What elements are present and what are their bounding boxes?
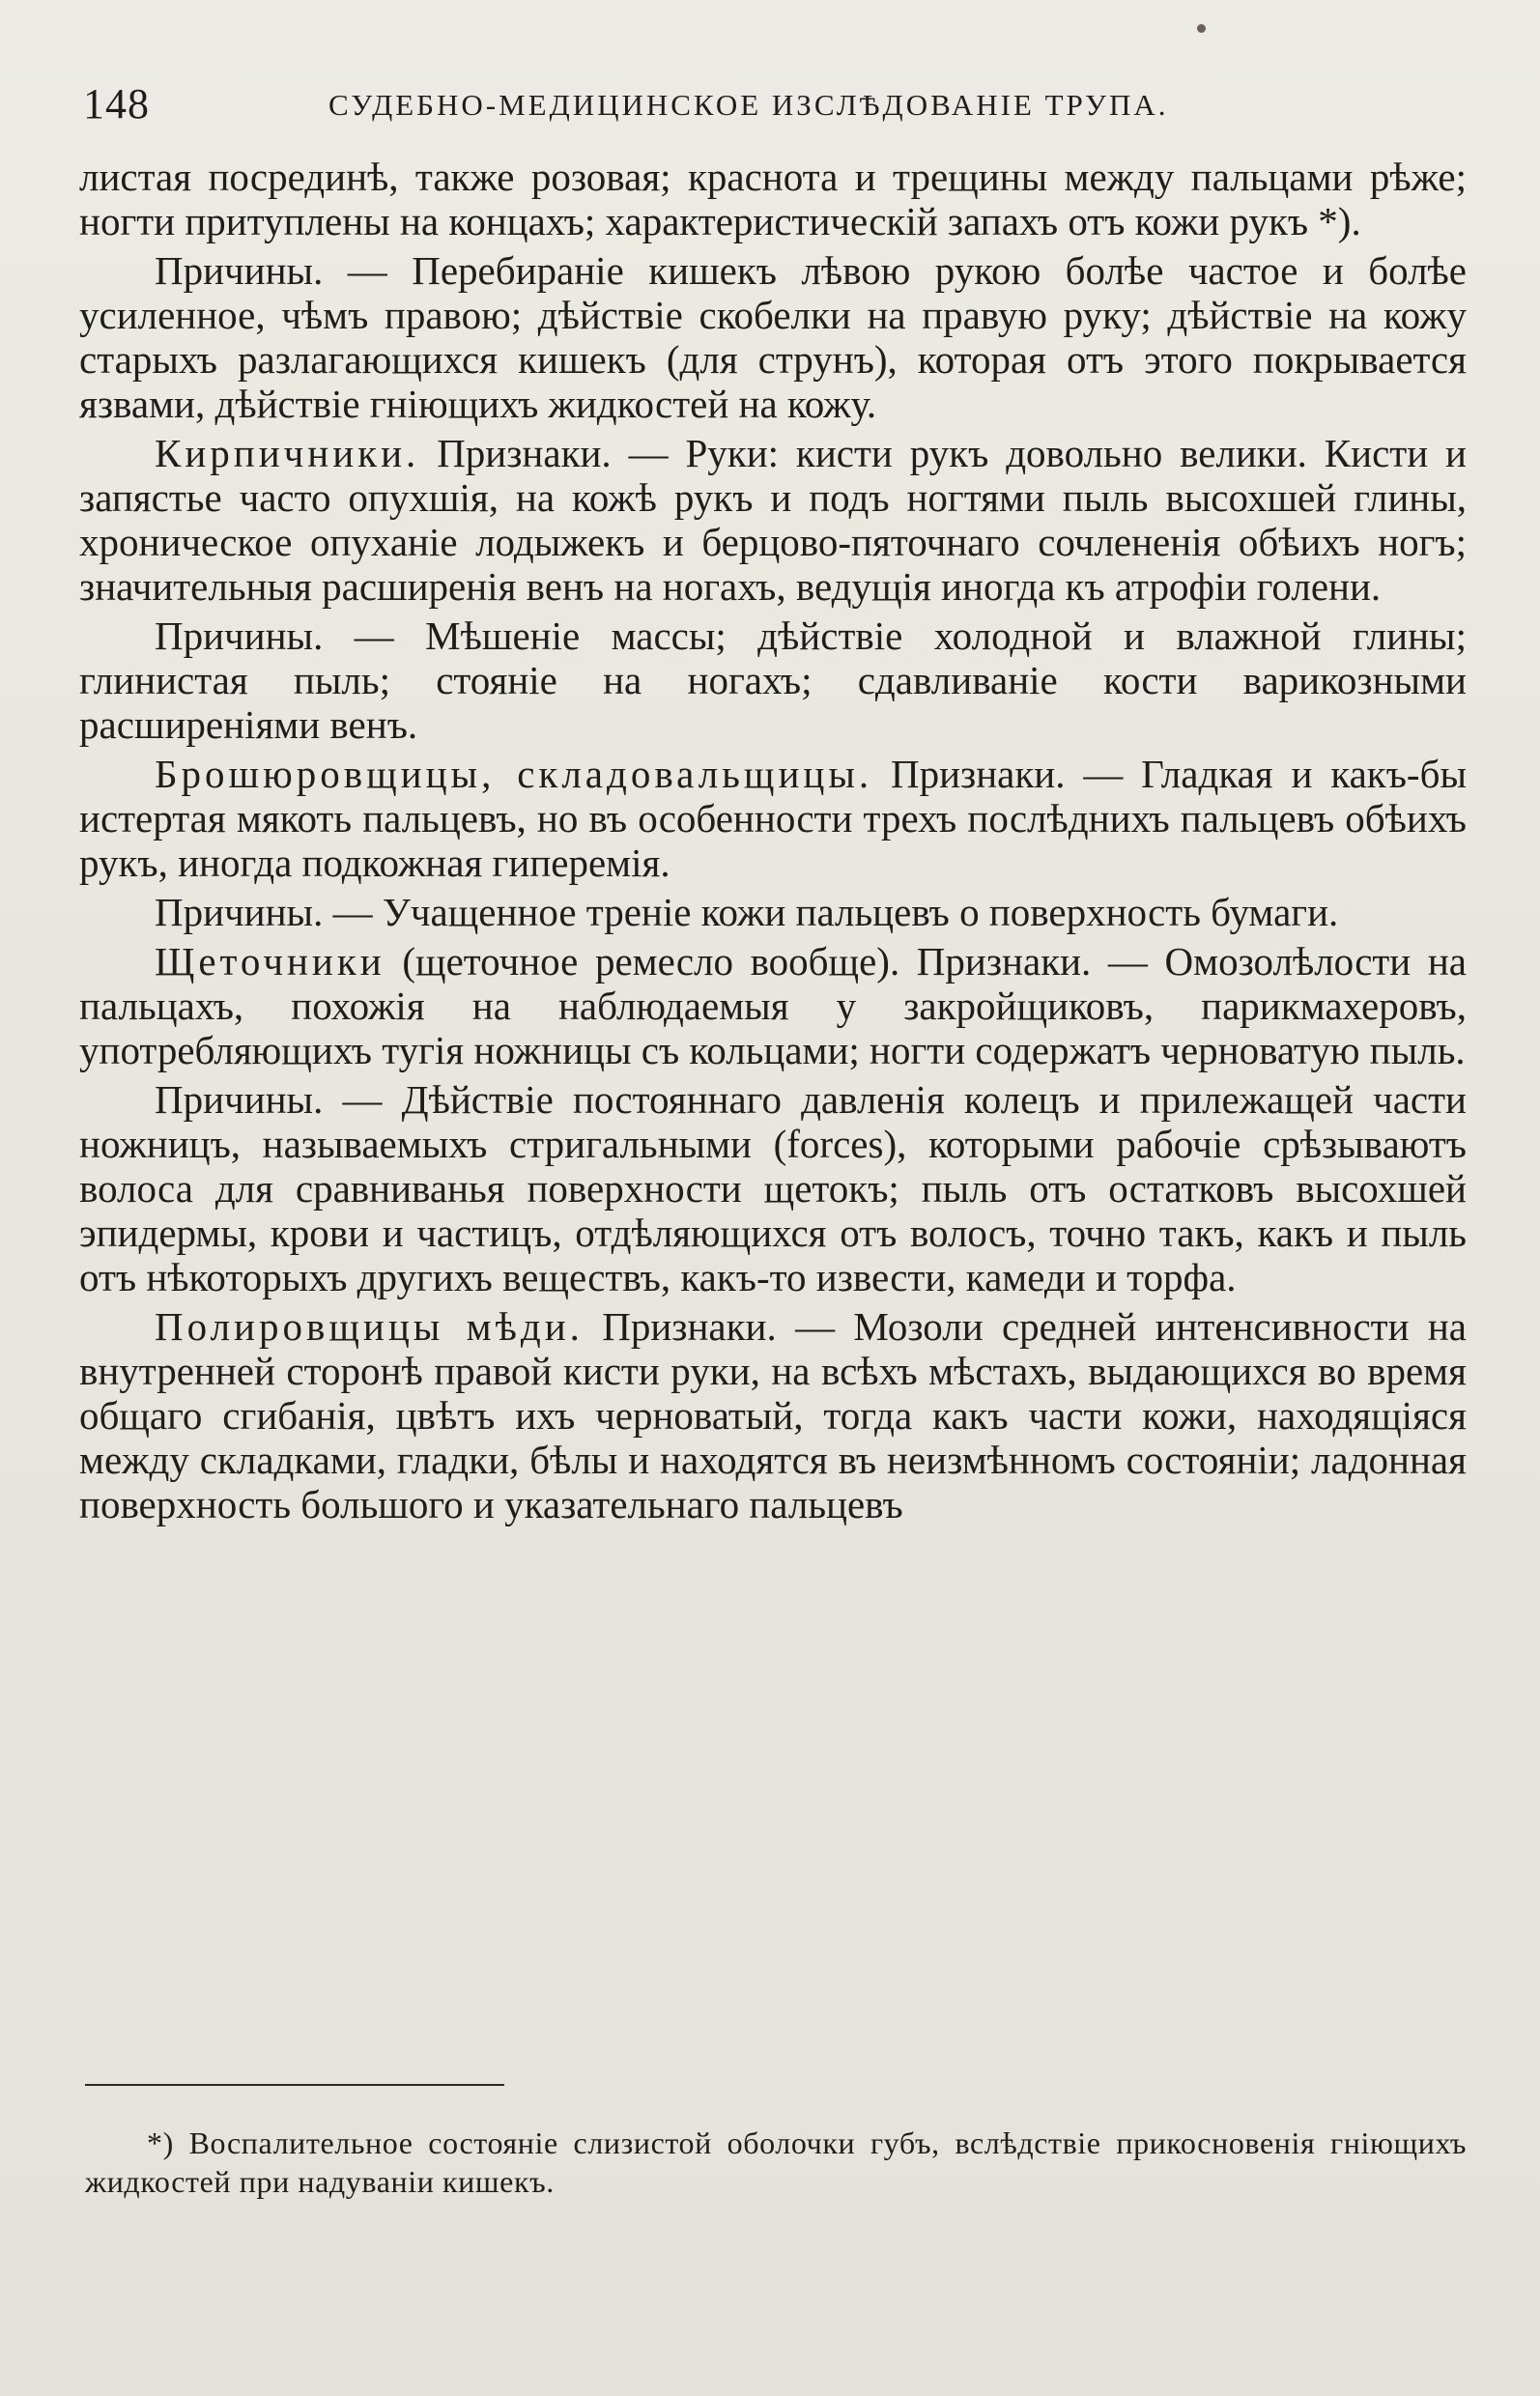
paragraph-text: Причины. — Учащенное треніе кожи пальцевъ о поверхность бумаги.	[155, 890, 1339, 934]
paragraph-text: листая посрединѣ, также розовая; краснота и трещины между пальцами рѣже; ногти притуплены на концахъ; характеристическій запахъ отъ кожи рукъ *).	[79, 155, 1467, 243]
body-text	[79, 155, 1467, 1531]
paragraph-causes-brushmakers	[79, 1077, 1467, 1299]
paragraph-text: Признаки. — Руки: кисти рукъ довольно велики. Кисти и запястье часто опухшія, на кожѣ рукъ и подъ ногтями пыль высохшей глины, хроническое опуханіе лодыжекъ и берцово-пяточнаго сочлененія обѣихъ ногъ; значительныя расширенія венъ на ногахъ, ведущія иногда къ атрофіи голени.	[79, 431, 1467, 609]
trade-heading: Щеточники	[155, 939, 385, 984]
paragraph-text: (щеточное ремесло вообще). Признаки. — Омозолѣлости на пальцахъ, похожія на наблюдаемыя у закройщиковъ, парикмахеровъ, употребляющихъ тугія ножницы съ кольцами; ногти содержатъ черноватую пыль.	[79, 939, 1467, 1072]
trade-heading: Брошюровщицы, складовальщицы.	[155, 752, 873, 796]
paragraph-brushmakers	[79, 939, 1467, 1072]
trade-heading: Полировщицы мѣди.	[155, 1304, 584, 1349]
paragraph-causes-gut-workers	[79, 248, 1467, 426]
ink-speck	[1197, 24, 1206, 33]
paragraph-text: Причины. — Дѣйствіе постояннаго давленія колецъ и прилежащей части ножницъ, называемыхъ стригальными (forces), которыми рабочіе срѣзываютъ волоса для сравниванья поверхности щетокъ; пыль отъ остатковъ высохшей эпидермы, крови и частицъ, отдѣляющихся отъ волосъ, точно такъ, какъ и пыль отъ нѣкоторыхъ другихъ веществъ, какъ-то извести, камеди и торфа.	[79, 1077, 1467, 1299]
page-number: 148	[83, 80, 150, 128]
footnote-divider	[85, 2084, 504, 2086]
paragraph-copper-polishers	[79, 1304, 1467, 1526]
page-header	[83, 75, 1474, 133]
paragraph-bookbinders	[79, 752, 1467, 885]
trade-heading: Кирпичники.	[155, 431, 420, 475]
paragraph-text: Причины. — Мѣшеніе массы; дѣйствіе холодной и влажной глины; глинистая пыль; стояніе на ногахъ; сдавливаніе кости варикозными расширеніями венъ.	[79, 613, 1467, 747]
paragraph-causes-bookbinders	[79, 890, 1467, 934]
paragraph-continuation	[79, 155, 1467, 243]
running-head: СУДЕБНО-МЕДИЦИНСКОЕ ИЗСЛѢДОВАНІЕ ТРУПА.	[328, 88, 1169, 122]
paragraph-text: Причины. — Перебираніе кишекъ лѣвою рукою болѣе частое и болѣе усиленное, чѣмъ правою; дѣйствіе скобелки на правую руку; дѣйствіе на кожу старыхъ разлагающихся кишекъ (для струнъ), которая отъ этого покрывается язвами, дѣйствіе гніющихъ жидкостей на кожу.	[79, 248, 1467, 426]
paragraph-brickmakers	[79, 431, 1467, 609]
paragraph-text: Признаки. — Мозоли средней интенсивности на внутренней сторонѣ правой кисти руки, на всѣхъ мѣстахъ, выдающихся во время общаго сгибанія, цвѣтъ ихъ черноватый, тогда какъ части кожи, находящіяся между складками, гладки, бѣлы и находятся въ неизмѣнномъ состояніи; ладонная поверхность большого и указательнаго пальцевъ	[79, 1304, 1468, 1526]
paragraph-causes-brickmakers	[79, 613, 1467, 747]
paragraph-text: Признаки. — Гладкая и какъ-бы истертая мякоть пальцевъ, но въ особенности трехъ послѣднихъ пальцевъ обѣихъ рукъ, иногда подкожная гиперемія.	[79, 752, 1467, 885]
footnote: *) Воспалительное состояніе слизистой оболочки губъ, вслѣдствіе прикосновенія гніющихъ жидкостей при надуваніи кишекъ.	[85, 2125, 1467, 2199]
